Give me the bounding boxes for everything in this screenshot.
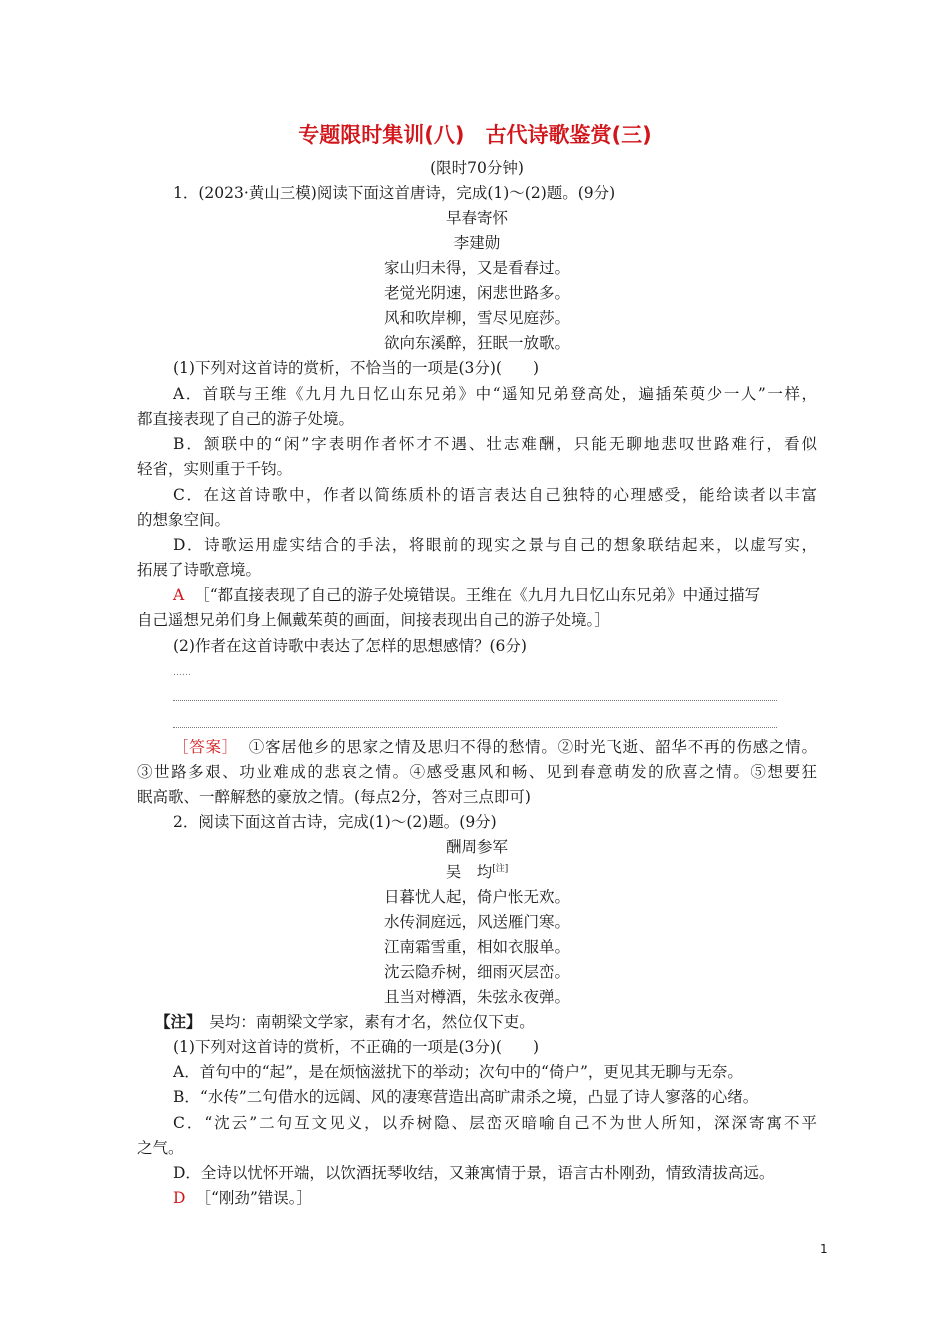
answer-explanation: ［“都直接表现了自己的游子处境错误。王维在《九月九日忆山东兄弟》中通过描写: [194, 586, 761, 604]
q1-option-d: D．诗歌运用虚实结合的手法，将眼前的现实之景与自己的想象联结起来，以虚写实，: [173, 536, 817, 554]
q1-answer-1-cont: 自己遥想兄弟们身上佩戴茱萸的画面，间接表现出自己的游子处境。］: [137, 611, 610, 629]
answer-blank-line: [173, 700, 777, 701]
q1-option-a-cont: 都直接表现了自己的游子处境。: [137, 410, 355, 428]
page-title: 专题限时集训(八) 古代诗歌鉴赏(三): [298, 123, 652, 147]
note-marker: [注]: [492, 863, 509, 874]
q2-option-d: D．全诗以忧怀开端，以饮酒抚琴收结，又兼寓情于景，语言古朴刚劲，情致清拔高远。: [173, 1164, 775, 1182]
q2-poem-line: 江南霜雪重，相如衣服单。: [383, 938, 570, 956]
q1-poem-line: 家山归未得，又是看春过。: [383, 259, 570, 277]
q2-option-a: A．首句中的“起”，是在烦恼滋扰下的举动；次句中的“倚户”，更见其无聊与无奈。: [173, 1063, 743, 1081]
q1-option-a: A．首联与王维《九月九日忆山东兄弟》中“遥知兄弟登高处，遍插茱萸少一人”一样，: [173, 385, 817, 403]
q2-poem-line: 沈云隐乔树，细雨灭层峦。: [383, 963, 570, 981]
q2-answer: [173, 1188, 817, 1208]
q2-note: [155, 1012, 835, 1032]
q1-poem-title: 早春寄怀: [445, 209, 508, 227]
author-name: 吴 均: [445, 863, 493, 881]
q1-answer-2-cont: ③世路多艰、功业难成的悲哀之情。④感受惠风和畅、见到春意萌发的欣喜之情。⑤想要狂: [137, 763, 817, 781]
answer-label: ［答案］: [173, 738, 239, 756]
q1-poem-line: 风和吹岸柳，雪尽见庭莎。: [383, 309, 570, 327]
q2-poem-author: [137, 862, 817, 882]
q2-poem-line: 且当对樽酒，朱弦永夜弹。: [383, 988, 570, 1006]
answer-letter: A: [173, 586, 185, 604]
q1-answer-2: [173, 737, 817, 757]
answer-text: ①客居他乡的思家之情及思归不得的愁情。②时光飞逝、韶华不再的伤感之情。: [248, 738, 817, 756]
q1-option-d-cont: 拓展了诗歌意境。: [137, 561, 262, 579]
q1-poem-line: 老觉光阴速，闲悲世路多。: [383, 284, 570, 302]
q1-answer-2-cont: 眠高歌、一醉解愁的豪放之情。(每点2分，答对三点即可): [137, 788, 531, 806]
q1-option-b: B．颔联中的“闲”字表明作者怀才不遇、壮志难酬，只能无聊地悲叹世路难行，看似: [173, 435, 817, 453]
answer-blank-dots: ……: [173, 668, 191, 678]
q2-option-b: B．“水传”二句借水的远阔、风的凄寒营造出高旷肃杀之境，凸显了诗人寥落的心绪。: [173, 1088, 759, 1106]
page-number: 1: [820, 1242, 828, 1256]
q1-option-c: C．在这首诗歌中，作者以简练质朴的语言表达自己独特的心理感受，能给读者以丰富: [173, 486, 817, 504]
q1-option-c-cont: 的想象空间。: [137, 511, 231, 529]
q2-poem-line: 水传洞庭远，风送雁门寒。: [383, 913, 570, 931]
time-limit: (限时70分钟): [430, 159, 524, 177]
note-label: 【注】: [155, 1012, 194, 1031]
q2-sub1-stem: (1)下列对这首诗的赏析，不正确的一项是(3分)( ): [173, 1038, 540, 1056]
q1-sub2-stem: (2)作者在这首诗歌中表达了怎样的思想感情？(6分): [173, 637, 527, 655]
q2-option-c: C．“沈云”二句互文见义，以乔树隐、层峦灭暗喻自己不为世人所知，深深寄寓不平: [173, 1114, 817, 1132]
q1-answer-1: [173, 585, 817, 605]
q1-option-b-cont: 轻省，实则重于千钧。: [137, 460, 293, 478]
q1-sub1-stem: (1)下列对这首诗的赏析，不恰当的一项是(3分)( ): [173, 359, 540, 377]
answer-blank-line: [173, 727, 777, 728]
q1-stem: 1．(2023·黄山三模)阅读下面这首唐诗，完成(1)～(2)题。(9分): [173, 184, 616, 202]
note-text: 吴均：南朝梁文学家，素有才名，然位仅下吏。: [193, 1013, 535, 1031]
q2-poem-line: 日暮忧人起，倚户怅无欢。: [383, 888, 570, 906]
q2-stem: 2．阅读下面这首古诗，完成(1)～(2)题。(9分): [173, 813, 497, 831]
q2-option-c-cont: 之气。: [137, 1139, 184, 1157]
q1-poem-author: 李建勋: [453, 234, 501, 252]
q2-poem-title: 酬周参军: [445, 838, 508, 856]
answer-letter: D: [173, 1189, 186, 1207]
answer-explanation: ［“刚劲”错误。］: [195, 1189, 313, 1207]
q1-poem-line: 欲向东溪醉，狂眠一放歌。: [383, 334, 570, 352]
